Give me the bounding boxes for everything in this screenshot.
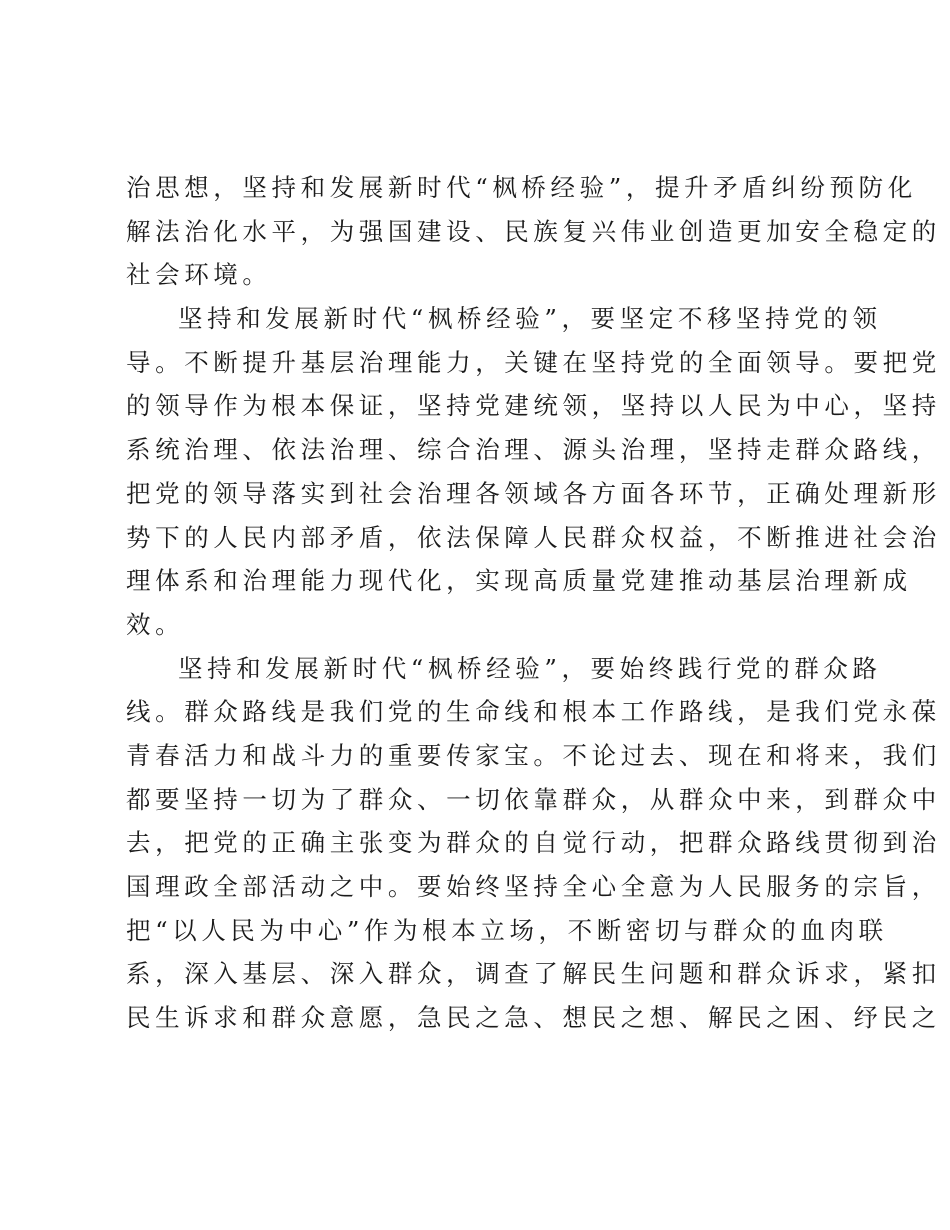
paragraph-3-line-8: 系，深入基层、深入群众，调查了解民生问题和群众诉求，紧扣 xyxy=(126,959,941,989)
paragraph-2-line-3: 的领导作为根本保证，坚持党建统领，坚持以人民为中心，坚持 xyxy=(126,391,941,421)
paragraph-3-line-4: 都要坚持一切为了群众、一切依靠群众，从群众中来，到群众中 xyxy=(126,784,941,814)
paragraph-3-line-7: 把“以人民为中心”作为根本立场，不断密切与群众的血肉联 xyxy=(126,915,888,945)
paragraph-3-line-5: 去，把党的正确主张变为群众的自觉行动，把群众路线贯彻到治 xyxy=(126,828,941,858)
paragraph-2-line-6: 势下的人民内部矛盾，依法保障人民群众权益，不断推进社会治 xyxy=(126,522,941,552)
paragraph-3-line-1: 坚持和发展新时代“枫桥经验”，要始终践行党的群众路 xyxy=(178,653,882,683)
paragraph-2-line-4: 系统治理、依法治理、综合治理、源头治理，坚持走群众路线， xyxy=(126,435,941,465)
document-body xyxy=(126,166,941,1040)
paragraph-1-line-2: 解法治化水平，为强国建设、民族复兴伟业创造更加安全稳定的 xyxy=(126,216,941,246)
paragraph-1-line-1: 治思想，坚持和发展新时代“枫桥经验”，提升矛盾纠纷预防化 xyxy=(126,173,917,202)
paragraph-1-line-3: 社会环境。 xyxy=(126,260,272,290)
paragraph-2-line-2: 导。不断提升基层治理能力，关键在坚持党的全面领导。要把党 xyxy=(126,347,941,377)
paragraph-3-line-2: 线。群众路线是我们党的生命线和根本工作路线，是我们党永葆 xyxy=(126,697,941,727)
paragraph-2-line-8: 效。 xyxy=(126,609,185,639)
paragraph-3-line-6: 国理政全部活动之中。要始终坚持全心全意为人民服务的宗旨， xyxy=(126,872,941,901)
paragraph-2-line-1: 坚持和发展新时代“枫桥经验”，要坚定不移坚持党的领 xyxy=(178,304,882,334)
paragraph-3-line-3: 青春活力和战斗力的重要传家宝。不论过去、现在和将来，我们 xyxy=(126,740,941,770)
paragraph-3-line-9: 民生诉求和群众意愿，急民之急、想民之想、解民之困、纾民之 xyxy=(126,1003,941,1033)
paragraph-2-line-7: 理体系和治理能力现代化，实现高质量党建推动基层治理新成 xyxy=(126,566,912,596)
paragraph-2-line-5: 把党的领导落实到社会治理各领域各方面各环节，正确处理新形 xyxy=(126,478,941,508)
